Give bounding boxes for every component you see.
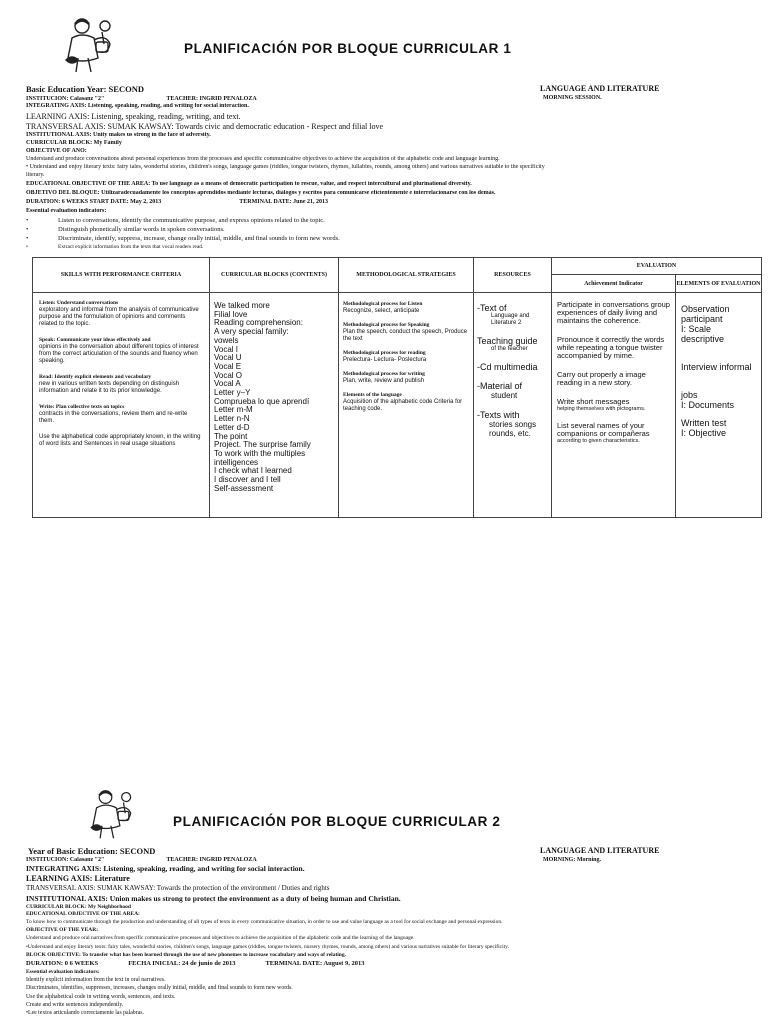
educational-objective: EDUCATIONAL OBJECTIVE OF THE AREA: To use language as a means of democratic participation to rescue, value, and respect intercultural and plurinational diversity. [26, 181, 472, 187]
institutional-axis: INSTITUTIONAL AXIS: Unity makes us strong in the face of adversity. [26, 132, 211, 138]
header-strategies: METHODOLOGICAL STRATEGIES [338, 257, 474, 293]
institutional-axis: INSTITUTIONAL AXIS: Union makes us strong to protect the environment as a duty of being human and Christian. [26, 895, 401, 903]
content-item: We talked more [214, 301, 270, 310]
element-item: I: Objective [681, 428, 727, 438]
content-item: Vocal A [214, 379, 241, 389]
header-skills: SKILLS WITH PERFORMANCE CRITERIA [32, 257, 210, 293]
content-item: Vocal O [214, 370, 243, 380]
achievement-item: Carry out properly a image reading in a new story. [557, 370, 646, 387]
list-item: Create and write sentences independently. [26, 1001, 124, 1008]
content-item: Letter d-D [214, 422, 250, 432]
objective-label: OBJECTIVE OF AÑO: [26, 148, 87, 154]
content-item: Vocal U [214, 353, 242, 363]
cell-skills [32, 292, 210, 518]
list-item: • Discriminate, identify, suppress, increase, change orally initial, middle, and final sounds to form new words. [26, 235, 340, 242]
content-item: Letter n-N [214, 414, 250, 424]
indicators-label: Essential evaluation indicators: [26, 208, 107, 214]
cell-elements [675, 292, 762, 518]
content-item: Letter y–Y [214, 388, 251, 398]
skill-item: Listen: Understand conversations exploratory and informal from the analysis of communicative purpose and the formulation of opinions and comments related to the topic. [39, 300, 199, 327]
objective-1: Understand and produce oral narratives from specific communicative processes and objectives to achieve the acquisition of the alphabetic code and the learning of the language. [26, 935, 415, 941]
strategy-item: Methodological process for writing Plan, write, review and publish [343, 371, 425, 384]
element-item: Observation participant [681, 304, 730, 324]
cell-achievement [551, 292, 676, 518]
curricular-block: CURRICULAR BLOCK: My Family [26, 140, 122, 146]
resource-item: -Texts with stories songs rounds, etc. [477, 410, 537, 438]
institution: INSTITUCIÓN: Calasanz "2" TEACHER: INGRID PEÑALOZA [26, 857, 257, 863]
content-item: Reading comprehension: [214, 318, 303, 328]
content-item: Vocal E [214, 361, 242, 371]
resource-item: -Cd multimedia [477, 362, 538, 372]
element-item: Interview informal [681, 362, 752, 372]
integrating-axis: INTEGRATING AXIS: Listening, speaking, reading, and writing for social interaction. [26, 103, 249, 109]
page-title-1: PLANIFICACIÓN POR BLOQUE CURRICULAR 1 [184, 41, 512, 56]
resource-item: Teaching guide of the teacher [477, 336, 538, 352]
header-resources: RESOURCES [473, 257, 552, 293]
skill-item: Use the alphabetical code appropriately known, in the writing of word lists and Sentences in real usage situations [39, 434, 201, 447]
list-item: • Extract explicit information from the texts that vocal readers read. [26, 244, 204, 250]
list-item: Identify explicit information from the text in oral narratives. [26, 977, 166, 983]
list-item: •Lee textos articulando correctamente las palabras. [26, 1010, 144, 1017]
content-item: I discover and I tell [214, 475, 281, 485]
content-item: Vocal I [214, 344, 239, 354]
subject-label: LANGUAGE AND LITERATURE [540, 846, 660, 855]
content-item: vowels [214, 335, 239, 345]
achievement-item: Write short messages helping themselves with pictograms. [557, 397, 646, 412]
list-item: • Distinguish phonetically similar words in spoken conversations. [26, 226, 225, 233]
session-label: MORNING SESSION. [543, 95, 602, 101]
indicator-list [26, 216, 726, 252]
content-item: Project. The surprise family [214, 440, 311, 450]
content-item: Comprueba lo que aprendí [214, 396, 310, 406]
subject-label: LANGUAGE AND LITERATURE [540, 84, 660, 93]
objective-1: Understand and produce conversations about personal experiences from the processes and specific communicative objectives to achieve the acquisition of the alphabetic code and language learning. [26, 156, 500, 162]
strategy-item: Elements of the language Acquisition of the alphabetic code Criteria for teaching code. [343, 392, 463, 412]
achievement-item: List several names of your companions or compañeras according to given characteristics. [557, 420, 650, 444]
cell-contents [209, 292, 339, 518]
indicators-label: Essential evaluation indicators: [26, 969, 100, 975]
content-item: The point [214, 431, 248, 441]
list-item: Use the alphabetical code in writing words, sentences, and texts. [26, 993, 176, 1000]
objective-label: OBJECTIVE OF THE YEAR: [26, 927, 99, 933]
logo-icon [58, 14, 116, 78]
institution: INSTITUCIÓN: Calasanz "2" TEACHER: INGRID PEÑALOZA [26, 96, 257, 102]
list-item: • Listen to conversations, identify the communicative purpose, and express opinions related to the topic. [26, 217, 325, 224]
learning-axis: LEARNING AXIS: Literature [26, 874, 130, 883]
transversal-axis: TRANSVERSAL AXIS: SUMAK KAWSAY: Towards civic and democratic education - Respect and filial love [26, 122, 384, 131]
content-item: Letter m-M [214, 405, 253, 415]
edu-text: To know how to communicate through the production and understanding of all types of texts in every communicative situation, in order to use and value language as a tool for social exchange and personal expression. [26, 919, 503, 925]
education-year: Basic Education Year: SECOND [26, 84, 144, 94]
education-year: Year of Basic Education: SECOND [28, 846, 156, 856]
transversal-axis: TRANSVERSAL AXIS: SUMAK KAWSAY: Towards the protection of the environment / Duties and rights [26, 884, 330, 892]
content-item: Self-assessment [214, 483, 274, 493]
resource-item: -Text of Language and Literature 2 [477, 303, 530, 326]
list-item: Discriminates, identifies, suppresses, increases, changes orally initial, middle, and final sounds to form new words. [26, 985, 293, 992]
indicator-list [26, 976, 726, 1017]
objetivo-bloque: OBJETIVO DEL BLOQUE: Utilizaradecuadamente los conceptos aprendidos mediante lecturas, diálogos y escritos para comunicarse eficientemente e interrelacionarse con los demás. [26, 190, 496, 196]
content-item: I check what I learned [214, 466, 292, 476]
element-item: jobs [681, 390, 698, 400]
integrating-axis: INTEGRATING AXIS: Listening, speaking, reading, and writing for social interaction. [26, 865, 305, 873]
header-evaluation: EVALUATION [551, 257, 762, 275]
skill-item: Write: Plan collective texts on topics contracts in the conversations, review them and re-write them. [39, 404, 188, 424]
objective-2: •Understand and enjoy literary texts: fairy tales, wonderful stories, children's songs, language games (riddles, tongue twisters, nursery rhymes, rounds, among others) and various narratives suitable for literary specificity. [26, 944, 509, 950]
element-item: Written test [681, 418, 727, 428]
resource-item: -Material of student [477, 381, 523, 400]
achievement-item: Pronounce it correctly the words while repeating a tongue twister accompanied by mime. [557, 335, 665, 360]
strategy-item: Methodological process for Listen Recognize, select, anticipate [343, 301, 423, 314]
strategy-item: Methodological process for reading Prelectura- Lectura- Poslectura [343, 350, 427, 363]
skill-item: Read: Identify explicit elements and vocabulary new in various written texts depending on distinguish information and relate it to its prior knowledge. [39, 374, 180, 394]
content-item: To work with the multiples [214, 448, 306, 458]
strategy-item: Methodological process for Speaking Plan the speech, conduct the speech, Produce the text [343, 322, 468, 342]
header-blocks: CURRICULAR BLOCKS (CONTENTS) [209, 257, 339, 293]
header-achievement: Achievement Indicator [551, 274, 676, 293]
learning-axis: LEARNING AXIS: Listening, speaking, reading, writing, and text. [26, 112, 241, 121]
cell-resources [473, 292, 552, 518]
session-label: MORNING: Morning. [543, 857, 601, 863]
content-item: intelligences [214, 457, 259, 467]
element-item: I: Scale descriptive [681, 324, 725, 344]
block-objective: BLOCK OBJECTIVE: To transfer what has been learned through the use of new phonemes to increase vocabulary and ways of relating. [26, 952, 346, 958]
achievement-item: Participate in conversations group experiences of daily living and maintains the coherence. [557, 300, 670, 325]
content-item: A very special family: [214, 327, 289, 337]
edu-label: EDUCATIONAL OBJECTIVE OF THE AREA: [26, 911, 140, 917]
element-item: I: Documents [681, 400, 735, 410]
header-elements: ELEMENTS OF EVALUATION [675, 274, 762, 293]
content-item: Filial love [214, 309, 248, 319]
page-title-2: PLANIFICACIÓN POR BLOQUE CURRICULAR 2 [173, 814, 501, 829]
curricular-block: CURRICULAR BLOCK: My Neighborhood [26, 904, 131, 910]
objective-3: literary. [26, 172, 45, 178]
skill-item: Speak: Communicate your ideas effectively and opinions in the conversation about different topics of interest from the correct articulation of the sounds and fluency when speaking. [39, 337, 199, 364]
duration: DURATION: 0 6 WEEKS FECHA INICIAL: 24 de junio de 2013 TERMINAL DATE: August 9, 2013 [26, 960, 365, 967]
logo-icon [84, 786, 136, 844]
objective-2: • Understand and enjoy literary texts: fairy tales, wonderful stories, children's songs, language games (riddles, tongue twisters, rhymes, lullabies, rounds, among others) and various narratives suitable to the specificity [26, 164, 545, 170]
duration: DURATION: 6 WEEKS START DATE: May 2, 2013 TERMINAL DATE: June 21, 2013 [26, 199, 328, 205]
cell-strategies [338, 292, 474, 518]
